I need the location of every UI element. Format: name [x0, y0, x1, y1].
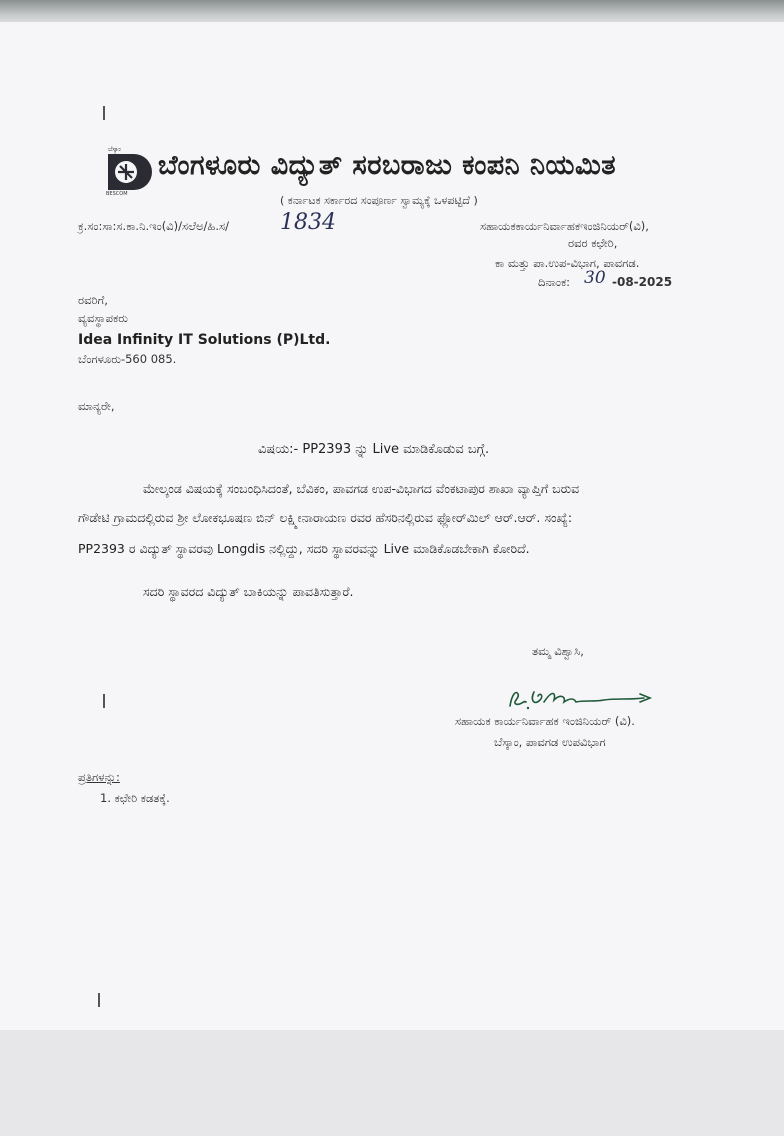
- punch-mark: [103, 694, 105, 708]
- recipient-to: ರವರಿಗೆ,: [78, 293, 108, 307]
- reference-number-label: ಕ್ರ.ಸಂ:ಸಾ:ಸ.ಕಾ.ನಿ.ಇಂ(ವಿ)/ಸಲೆಅ/ಹಿ.ಸ/: [78, 219, 229, 233]
- recipient-title: ವ್ಯವಸ್ಥಾಪಕರು: [78, 311, 128, 325]
- sender-line-1: ಸಹಾಯಕಕಾರ್ಯನಿರ್ವಾಹಕಇಂಜಿನಿಯರ್(ವಿ),: [480, 219, 649, 233]
- punch-mark: [98, 993, 100, 1007]
- handwritten-signature: [504, 686, 654, 712]
- sender-line-2: ರವರ ಕಛೇರಿ,: [568, 236, 618, 250]
- svg-text:BESCOM: BESCOM: [106, 191, 128, 196]
- sender-line-3: ಕಾ ಮತ್ತು ಪಾ.ಉಪ-ವಿಭಾಗ, ಪಾವಗಡ.: [495, 256, 640, 270]
- copies-heading: ಪ್ರತಿಗಳನ್ನು:: [78, 770, 120, 784]
- signatory-office: ಬೆಸ್ಕಾಂ, ಪಾವಗಡ ಉಪವಿಭಾಗ: [494, 735, 606, 749]
- background-surface: [0, 1030, 784, 1136]
- body-line-1: ಮೇಲ್ಕಂಡ ವಿಷಯಕ್ಕೆ ಸಂಬಂಧಿಸಿದಂತೆ, ಬೆವಿಕಂ, ಪಾವಗಡ ಉಪ-ವಿಭಾಗದ ವೆಂಕಟಾಪುರ ಶಾಖಾ ವ್ಯಾಪ್ತಿಗೆ ಬರುವ: [143, 481, 580, 496]
- svg-text:ಬೆಸ್ಕಾಂ: ಬೆಸ್ಕಾಂ: [108, 146, 121, 153]
- date-printed: -08-2025: [612, 275, 673, 289]
- recipient-company: Idea Infinity IT Solutions (P)Ltd.: [78, 332, 331, 348]
- body-line-2: ಗೌಡೇಟಿ ಗ್ರಾಮದಲ್ಲಿರುವ ಶ್ರೀ ಲೋಕಭೂಷಣ ಬಿನ್ ಲಕ್ಷ್ಮೀನಾರಾಯಣ ರವರ ಹೆಸರಿನಲ್ಲಿರುವ ಫ್ಲೋರ್‌ಮಿಲ್ ಆರ್.ಆರ್. ಸಂಖ್ಯೆ:: [78, 510, 573, 525]
- subject-line: ವಿಷಯ:- PP2393 ನ್ನು Live ಮಾಡಿಕೊಡುವ ಬಗ್ಗೆ.: [258, 442, 490, 457]
- bescom-logo-icon: [104, 144, 156, 196]
- salutation: ಮಾನ್ಯರೇ,: [78, 399, 115, 413]
- punch-mark: [103, 106, 105, 120]
- company-name: ಬೆಂಗಳೂರು ವಿದ್ಯುತ್ ಸರಬರಾಜು ಕಂಪನಿ ನಿಯಮಿತ: [158, 150, 617, 181]
- body-line-3: PP2393 ರ ವಿದ್ಯುತ್ ಸ್ಥಾವರವು Longdis ನಲ್ಲಿದ್ದು, ಸದರಿ ಸ್ಥಾವರವನ್ನು Live ಮಾಡಿಕೊಡಬೇಕಾಗಿ ಕೋರಿದೆ.: [78, 541, 530, 556]
- reference-number-handwritten: 1834: [280, 210, 336, 235]
- body-line-4: ಸದರಿ ಸ್ಥಾವರದ ವಿದ್ಯುತ್ ಬಾಕಿಯನ್ನು ಪಾವತಿಸುತ್ತಾರೆ.: [143, 584, 354, 599]
- recipient-city: ಬೆಂಗಳೂರು-560 085.: [78, 352, 177, 366]
- copies-item: 1. ಕಛೇರಿ ಕಡತಕ್ಕೆ.: [100, 791, 170, 805]
- signatory-designation: ಸಹಾಯಕ ಕಾರ್ಯನಿರ್ವಾಹಕ ಇಂಜಿನಿಯರ್ (ವಿ).: [455, 714, 635, 728]
- tagline: ( ಕರ್ನಾಟಕ ಸರ್ಕಾರದ ಸಂಪೂರ್ಣ ಸ್ವಾಮ್ಯಕ್ಕೆ ಒಳಪಟ್ಟಿದೆ ): [280, 194, 478, 207]
- closing: ತಮ್ಮ ವಿಶ್ವಾಸಿ,: [532, 644, 584, 658]
- date-handwritten: 30: [584, 268, 606, 288]
- date-label: ದಿನಾಂಕ:: [538, 275, 571, 289]
